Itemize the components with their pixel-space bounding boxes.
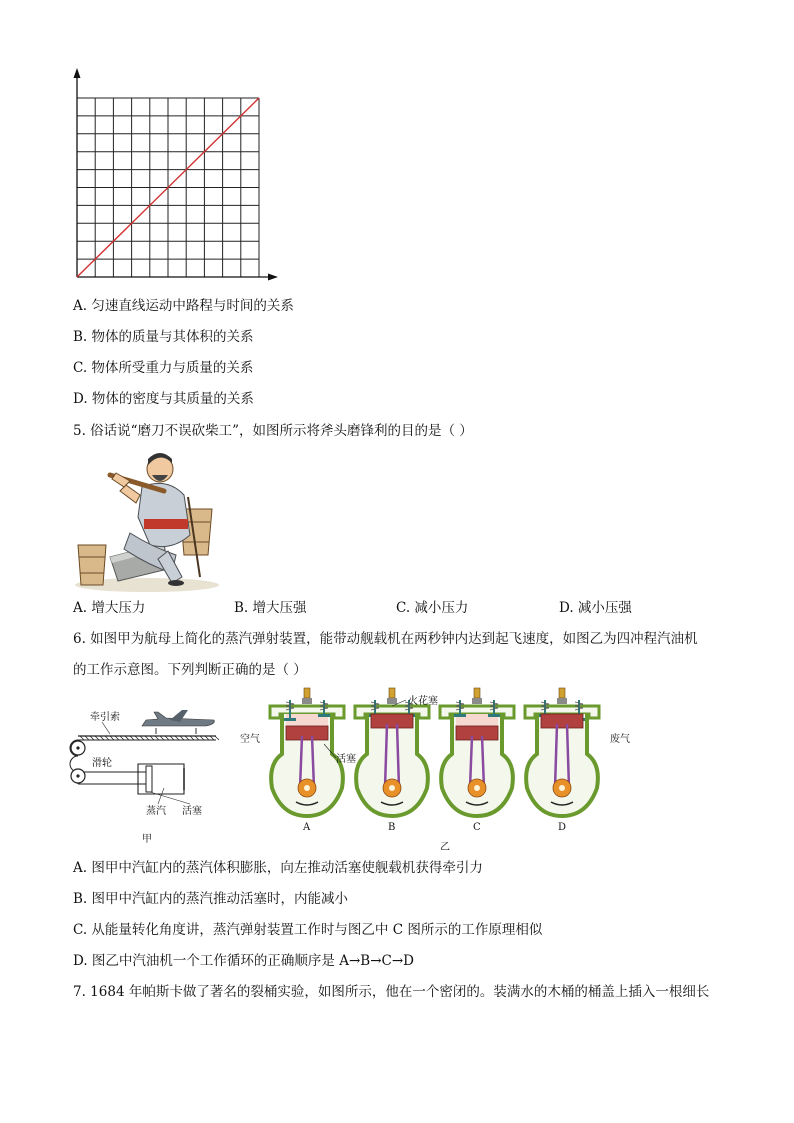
engine-label-b: B (388, 822, 396, 833)
y-axis-arrow (74, 68, 81, 78)
label-exhaust: 废气 (610, 734, 630, 745)
q5-option-b: B. 增大压强 (234, 600, 307, 616)
line-graph (66, 64, 286, 286)
caption-jia: 甲 (142, 834, 152, 845)
caption-yi: 乙 (440, 842, 450, 850)
engine-label-c: C (473, 822, 481, 833)
q4-option-a: A. 匀速直线运动中路程与时间的关系 (73, 298, 294, 314)
four-stroke-engine-figure (240, 684, 640, 850)
engine-label-a: A (303, 822, 311, 833)
label-cable: 牵引索 (90, 712, 120, 723)
label-pulley: 滑轮 (92, 758, 112, 769)
q6-option-d: D. 图乙中汽油机一个工作循环的正确顺序是 A→B→C→D (73, 953, 414, 969)
q4-option-c: C. 物体所受重力与质量的关系 (73, 360, 254, 376)
label-air: 空气 (240, 734, 260, 745)
engine-b (355, 688, 429, 833)
catapult-piston (146, 766, 152, 792)
engine-c (440, 688, 514, 833)
q6-option-b: B. 图甲中汽缸内的蒸汽推动活塞时，内能减小 (73, 891, 349, 907)
q5-option-d: D. 减小压强 (559, 600, 632, 616)
x-axis-arrow (268, 274, 278, 281)
label-steam: 蒸汽 (146, 806, 166, 817)
label-piston-jia: 活塞 (182, 806, 202, 817)
q6-stem-line2: 的工作示意图。下列判断正确的是（ ） (73, 662, 307, 678)
q6-option-c: C. 从能量转化角度讲，蒸汽弹射装置工作时与图乙中 C 图所示的工作原理相似 (73, 922, 543, 938)
airplane-icon (142, 710, 214, 734)
q4-option-d: D. 物体的密度与其质量的关系 (73, 391, 254, 407)
q6-option-a: A. 图甲中汽缸内的蒸汽体积膨胀，向左推动活塞使舰载机获得牵引力 (73, 860, 483, 876)
q7-stem: 7. 1684 年帕斯卡做了著名的裂桶实验，如图所示，他在一个密闭的。装满水的木桶的桶盖上插入一根细长 (73, 984, 710, 1000)
q5-stem: 5. 俗话说“磨刀不误砍柴工”，如图所示将斧头磨锋利的目的是（ ） (73, 423, 473, 439)
q5-option-a: A. 增大压力 (73, 600, 146, 616)
q6-stem-line1: 6. 如图甲为航母上简化的蒸汽弹射装置，能带动舰载机在两秒钟内达到起飞速度，如图乙为四冲程汽油机 (73, 631, 698, 647)
q5-option-c: C. 减小压力 (396, 600, 469, 616)
label-spark-plug: 火花塞 (408, 696, 438, 707)
steam-catapult-figure (66, 706, 236, 846)
engine-label-d: D (558, 822, 567, 833)
engine-a (270, 688, 344, 833)
axe-grinding-illustration (72, 447, 222, 595)
engine-d (525, 688, 599, 833)
label-piston-yi: 活塞 (336, 754, 356, 765)
q4-option-b: B. 物体的质量与其体积的关系 (73, 329, 254, 345)
